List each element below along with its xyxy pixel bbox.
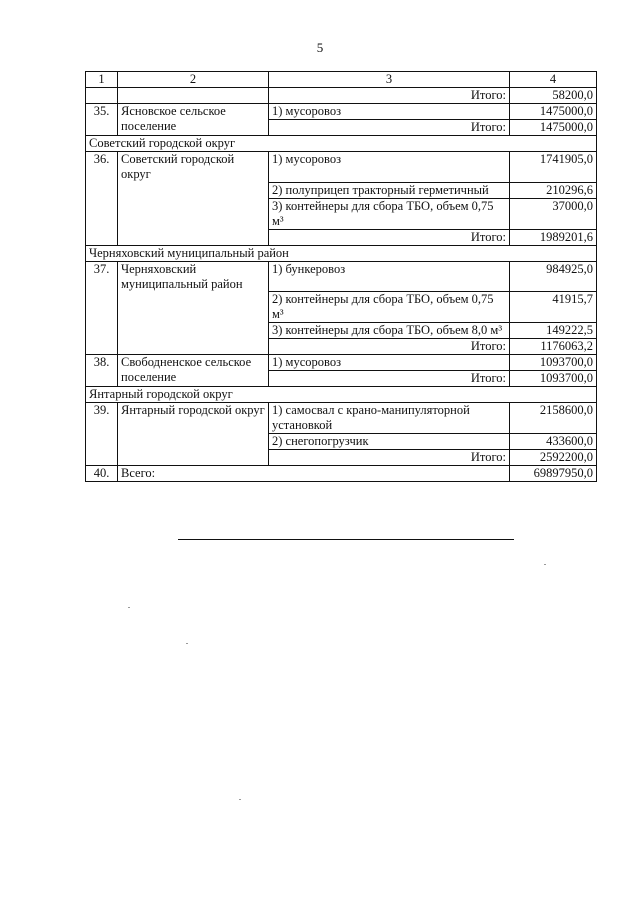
table-row (86, 152, 597, 183)
total-value: 1176063,2 (510, 339, 597, 355)
table-row (86, 434, 597, 450)
page-number: 5 (316, 40, 324, 55)
itogo-label: Итого: (269, 450, 510, 466)
item-value: 149222,5 (510, 323, 597, 339)
municipality-name: Ясновское сельское поселение (118, 104, 269, 136)
grand-total-value: 69897950,0 (510, 466, 597, 482)
table-row (86, 292, 597, 323)
item-label: 3) контейнеры для сбора ТБО, объем 8,0 м³ (269, 323, 510, 339)
table-row (86, 198, 597, 229)
header-cell: 1 (86, 72, 118, 88)
table-row (86, 229, 597, 245)
table-row (86, 104, 597, 120)
item-value: 2158600,0 (510, 403, 597, 434)
item-label: 1) мусоровоз (269, 152, 510, 183)
table-row (86, 466, 597, 482)
row-number: 40. (86, 466, 118, 482)
item-label: 1) самосвал с крано-манипуляторной установкой (269, 403, 510, 434)
row-number: 37. (86, 261, 118, 292)
municipality-name: Свободненское сельское поселение (118, 355, 269, 387)
section-title: Янтарный городской округ (86, 387, 597, 403)
table-row (86, 323, 597, 339)
itogo-label: Итого: (269, 371, 510, 387)
row-number: 38. (86, 355, 118, 387)
row-number: 35. (86, 104, 118, 136)
section-row (86, 136, 597, 152)
scan-speck (544, 564, 546, 565)
header-cell: 2 (118, 72, 269, 88)
item-value: 433600,0 (510, 434, 597, 450)
total-value: 1475000,0 (510, 120, 597, 136)
item-value: 37000,0 (510, 198, 597, 229)
item-value: 41915,7 (510, 292, 597, 323)
municipality-name: Советский городской округ (118, 152, 269, 183)
item-value: 1093700,0 (510, 355, 597, 371)
grand-total-label: Всего: (118, 466, 510, 482)
total-value: 58200,0 (510, 88, 597, 104)
table-row (86, 450, 597, 466)
table-row (86, 339, 597, 355)
itogo-label: Итого: (269, 229, 510, 245)
scan-speck (186, 643, 188, 644)
row-number: 36. (86, 152, 118, 183)
municipality-name: Янтарный городской округ (118, 403, 269, 434)
section-row (86, 245, 597, 261)
itogo-label: Итого: (269, 88, 510, 104)
item-label: 2) снегопогрузчик (269, 434, 510, 450)
signature-divider-line (178, 539, 514, 540)
table-row (86, 261, 597, 292)
item-label: 3) контейнеры для сбора ТБО, объем 0,75 м³ (269, 198, 510, 229)
table-row (86, 355, 597, 371)
scan-speck (128, 607, 130, 608)
item-label: 1) бункеровоз (269, 261, 510, 292)
total-value: 2592200,0 (510, 450, 597, 466)
item-value: 1475000,0 (510, 104, 597, 120)
item-label: 2) контейнеры для сбора ТБО, объем 0,75 м³ (269, 292, 510, 323)
table-row (86, 403, 597, 434)
table-header-row (86, 72, 597, 88)
row-number: 39. (86, 403, 118, 434)
section-row (86, 387, 597, 403)
table-row (86, 88, 597, 104)
itogo-label: Итого: (269, 339, 510, 355)
total-value: 1989201,6 (510, 229, 597, 245)
header-cell: 3 (269, 72, 510, 88)
section-title: Советский городской округ (86, 136, 597, 152)
table-row (86, 182, 597, 198)
item-value: 1741905,0 (510, 152, 597, 183)
municipality-name: Черняховский муниципальный район (118, 261, 269, 292)
item-value: 984925,0 (510, 261, 597, 292)
itogo-label: Итого: (269, 120, 510, 136)
budget-table (85, 71, 597, 482)
total-value: 1093700,0 (510, 371, 597, 387)
header-cell: 4 (510, 72, 597, 88)
item-label: 2) полуприцеп тракторный герметичный (269, 182, 510, 198)
section-title: Черняховский муниципальный район (86, 245, 597, 261)
item-label: 1) мусоровоз (269, 104, 510, 120)
item-value: 210296,6 (510, 182, 597, 198)
item-label: 1) мусоровоз (269, 355, 510, 371)
scan-speck (239, 799, 241, 800)
